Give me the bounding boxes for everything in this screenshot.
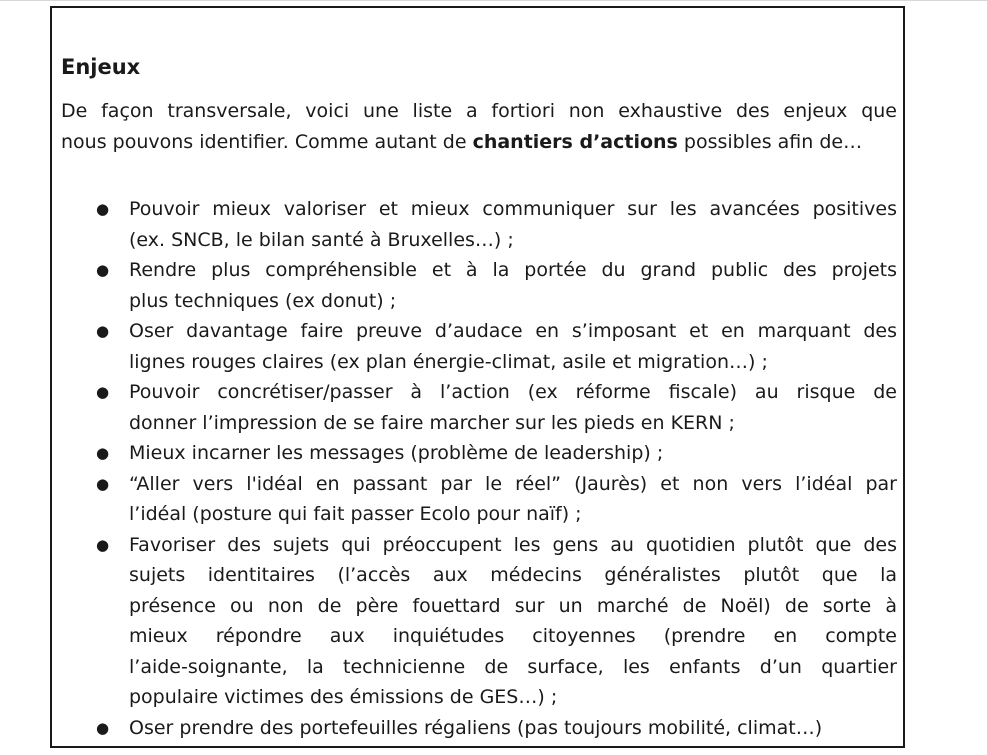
list-item-line: l’aide-soignante, la technicienne de surface, les enfants d’un quartier	[129, 655, 897, 678]
bullet-icon: ●	[96, 383, 110, 401]
page-top-rule	[0, 0, 987, 1]
document-frame	[50, 6, 905, 748]
list-item-line: sujets identitaires (l’accès aux médecins généralistes plutôt que la	[129, 564, 897, 586]
bullet-icon: ●	[96, 322, 110, 340]
list-item	[61, 438, 897, 469]
list-item-line: Rendre plus compréhensible et à la portée du grand public des projets	[129, 259, 897, 281]
section-heading: Enjeux	[61, 55, 141, 79]
list-item-line: lignes rouges claires (ex plan énergie-climat, asile et migration…) ;	[129, 350, 768, 373]
list-item-line: plus techniques (ex donut) ;	[129, 289, 397, 312]
list-item	[61, 316, 897, 377]
list-item	[61, 377, 897, 438]
bullet-icon: ●	[96, 535, 110, 554]
list-item-line: “Aller vers l'idéal en passant par le réel” (Jaurès) et non vers l’idéal par	[129, 472, 897, 495]
intro-line-1: De façon transversale, voici une liste a fortiori non exhaustive des enjeux que	[61, 100, 897, 122]
list-item-line: l’idéal (posture qui fait passer Ecolo pour naïf) ;	[129, 503, 582, 525]
list-item-line: mieux répondre aux inquiétudes citoyennes (prendre en compte	[129, 625, 897, 647]
list-item-line: Mieux incarner les messages (problème de leadership) ;	[129, 442, 664, 464]
intro-line-2-before: nous pouvons identifier. Comme autant de	[61, 130, 473, 153]
intro-bold-phrase: chantiers d’actions	[472, 130, 678, 153]
list-item-line: Pouvoir mieux valoriser et mieux communiquer sur les avancées positives	[129, 198, 897, 220]
list-item	[61, 530, 897, 713]
list-item	[61, 469, 897, 530]
list-item-line: Oser prendre des portefeuilles régaliens (pas toujours mobilité, climat…)	[129, 716, 823, 739]
bullet-icon: ●	[96, 261, 110, 279]
list-item	[61, 194, 897, 255]
list-item-line: populaire victimes des émissions de GES…) ;	[129, 686, 558, 708]
intro-line-2	[61, 127, 897, 158]
list-item-line: présence ou non de père fouettard sur un marché de Noël) de sorte à	[129, 594, 897, 617]
bullet-icon: ●	[96, 474, 110, 493]
list-item-line: Favoriser des sujets qui préoccupent les gens au quotidien plutôt que des	[129, 533, 897, 556]
list-item-line: Pouvoir concrétiser/passer à l’action (ex réforme fiscale) au risque de	[129, 381, 897, 403]
list-item	[61, 713, 897, 744]
bullet-icon: ●	[96, 718, 110, 737]
list-item-line: (ex. SNCB, le bilan santé à Bruxelles…) ;	[129, 228, 514, 251]
intro-paragraph	[61, 96, 897, 157]
list-item	[61, 255, 897, 316]
list-item-line: donner l’impression de se faire marcher sur les pieds en KERN ;	[129, 411, 735, 434]
issues-list	[61, 194, 897, 743]
bullet-icon: ●	[96, 444, 110, 462]
bullet-icon: ●	[96, 200, 110, 218]
intro-line-2-after: possibles afin de…	[677, 130, 863, 153]
list-item-line: Oser davantage faire preuve d’audace en s’imposant et en marquant des	[129, 320, 897, 342]
